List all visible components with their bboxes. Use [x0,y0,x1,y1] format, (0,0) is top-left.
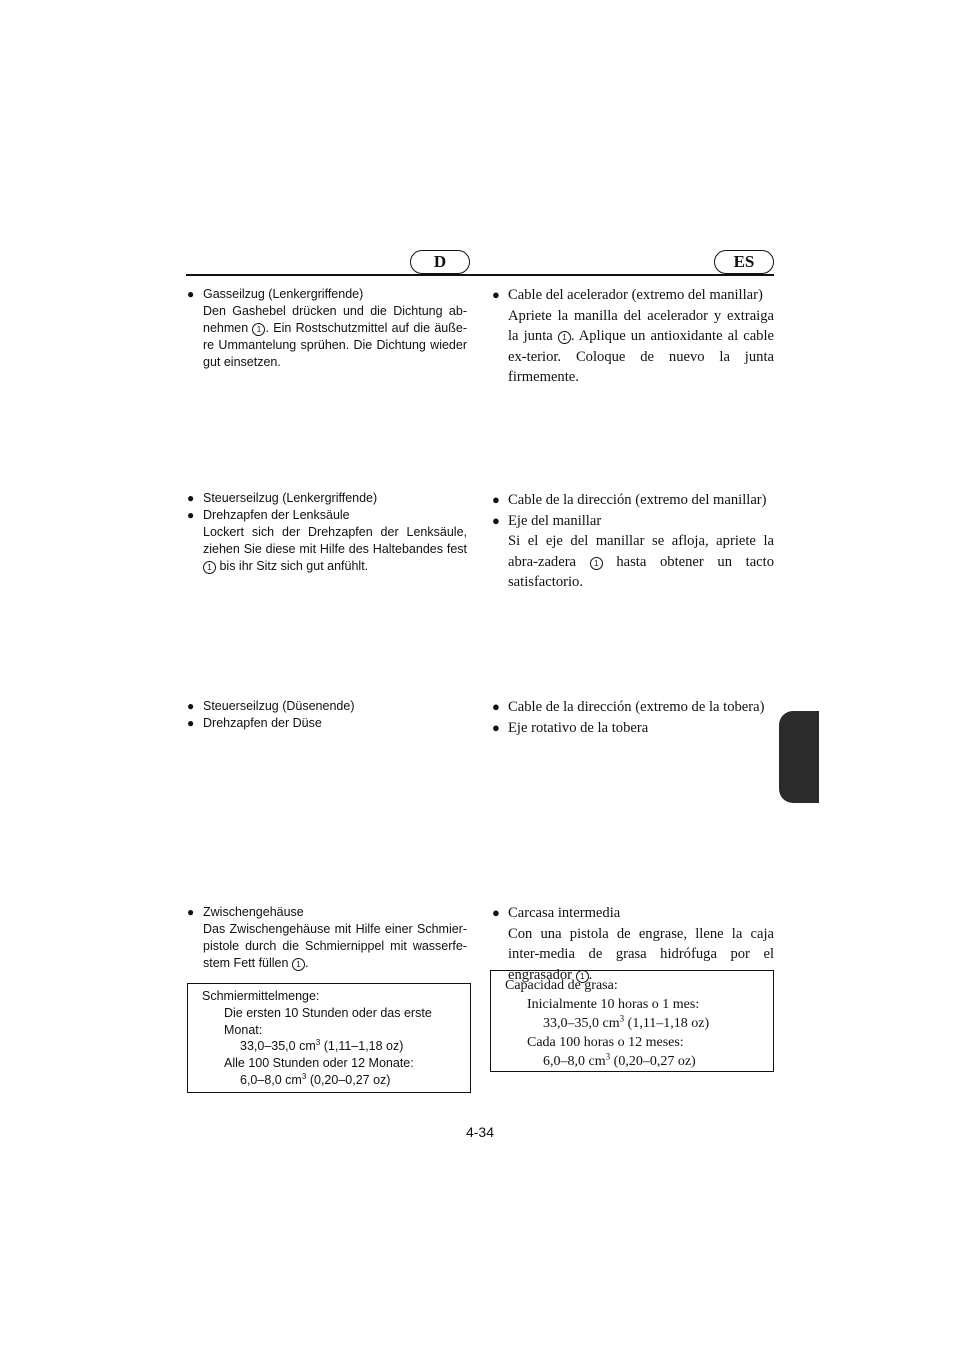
item-title: Cable de la dirección (extremo del manillar) [508,492,767,508]
item-title: Cable de la dirección (extremo de la tobera) [508,699,765,715]
bullet-icon: ● [492,492,500,507]
item-title: Drehzapfen der Düse [203,716,322,730]
item-title: Eje del manillar [508,512,602,529]
lang-badge-de [410,250,470,274]
bullet-icon: ● [492,699,500,714]
bullet-icon: ● [492,287,500,302]
bullet-icon: ● [187,491,195,505]
lang-badge-es [714,250,774,274]
list-item [187,904,467,921]
spec-every-value: 6,0–8,0 $cm^3$ (0,20–0,27 oz) [240,1071,391,1087]
item-title: Gasseilzug (Lenkergriffende) [203,287,364,301]
spec-every-label: Cada 100 horas o 12 meses: [527,1035,684,1050]
item-title: Steuerseilzug (Lenkergriffende) [203,491,378,505]
page-number: 4-34 [465,1124,495,1140]
spec-title: Schmiermittelmenge: [202,989,320,1003]
callout-1-icon: 1 [203,561,216,574]
item-title: Steuerseilzug (Düsenende) [203,699,355,713]
item-title: Drehzapfen der Lenksäule [203,508,350,522]
body-text: Con una pistola de engrase, llene la caja inter-media de grasa hidrófuga por el engrasador 1 . [508,925,774,983]
bullet-icon: ● [187,699,195,713]
section-intermediate-housing-de [187,904,467,972]
list-item [187,698,467,715]
list-item [492,718,774,739]
chapter-tab [779,711,819,803]
spec-box-es [490,970,774,1072]
item-title: Carcasa intermedia [508,905,621,921]
list-item [492,903,774,924]
header-rule [186,274,774,276]
body-text: Lockert sich der Drehzapfen der Lenksäule, ziehen Sie diese mit Hilfe des Haltebandes fest 1 bis ihr Sitz sich gut anfühlt. [203,525,467,573]
spec-first-value: 33,0–35,0 $cm^3$ (1,11–1,18 oz) [240,1038,404,1054]
list-item [187,286,467,303]
bullet-icon: ● [492,719,500,735]
spec-first-label: Die ersten 10 Stunden oder das erste Monat: [224,1005,432,1037]
callout-1-icon: 1 [576,970,589,983]
callout-1-icon: 1 [252,323,265,336]
list-item [492,697,774,718]
item-title: Cable del acelerador (extremo del manillar) [508,287,763,303]
spec-first-label: Inicialmente 10 horas o 1 mes: [527,997,700,1012]
list-item [492,511,774,532]
callout-1-icon: 1 [558,331,571,344]
spec-box-de [187,983,471,1093]
list-item [187,715,467,732]
list-item [187,490,467,507]
body-text: Den Gashebel drücken und die Dichtung ab-nehmen 1 . Ein Rostschutzmittel auf die äuße-re Ummantelung sprühen. Die Dichtung wieder gut einsetzen. [203,304,467,369]
section-steering-cable-es [492,490,774,593]
lang-label-de: D [433,252,447,271]
spec-every-value: 6,0–8,0 $cm^3$ (0,20–0,27 oz) [543,1051,696,1069]
bullet-icon: ● [187,287,195,301]
item-title: Zwischengehäuse [203,905,304,919]
bullet-icon: ● [187,716,195,730]
section-throttle-cable-es [492,285,774,388]
section-nozzle-de [187,698,467,732]
body-text: Apriete la manilla del acelerador y extraiga la junta 1 . Aplique un antioxidante al cable ex-terior. Coloque de nuevo la junta firmemente. [508,307,774,385]
list-item [492,490,774,511]
bullet-icon: ● [492,512,500,528]
list-item [492,285,774,306]
spec-title: Capacidad de grasa: [505,978,618,993]
section-steering-cable-de [187,490,467,575]
body-text: Das Zwischengehäuse mit Hilfe einer Schmier-pistole durch die Schmiernippel mit wasserfe-stem Fett füllen 1 . [203,922,467,970]
section-nozzle-es [492,697,774,738]
spec-every-label: Alle 100 Stunden oder 12 Monate: [224,1056,414,1071]
bullet-icon: ● [492,905,500,920]
callout-1-icon: 1 [292,958,305,971]
body-text: Si el eje del manillar se afloja, apriete la abra-zadera 1 hasta obtener un tacto satisfactorio. [508,533,775,590]
item-title: Eje rotativo de la tobera [508,719,649,736]
callout-1-icon: 1 [590,557,603,570]
spec-first-value: 33,0–35,0 $cm^3$ (1,11–1,18 oz) [543,1013,710,1031]
bullet-icon: ● [187,508,195,522]
lang-label-es: ES [733,252,755,271]
bullet-icon: ● [187,905,195,919]
section-throttle-cable-de [187,286,467,371]
list-item [187,507,467,524]
